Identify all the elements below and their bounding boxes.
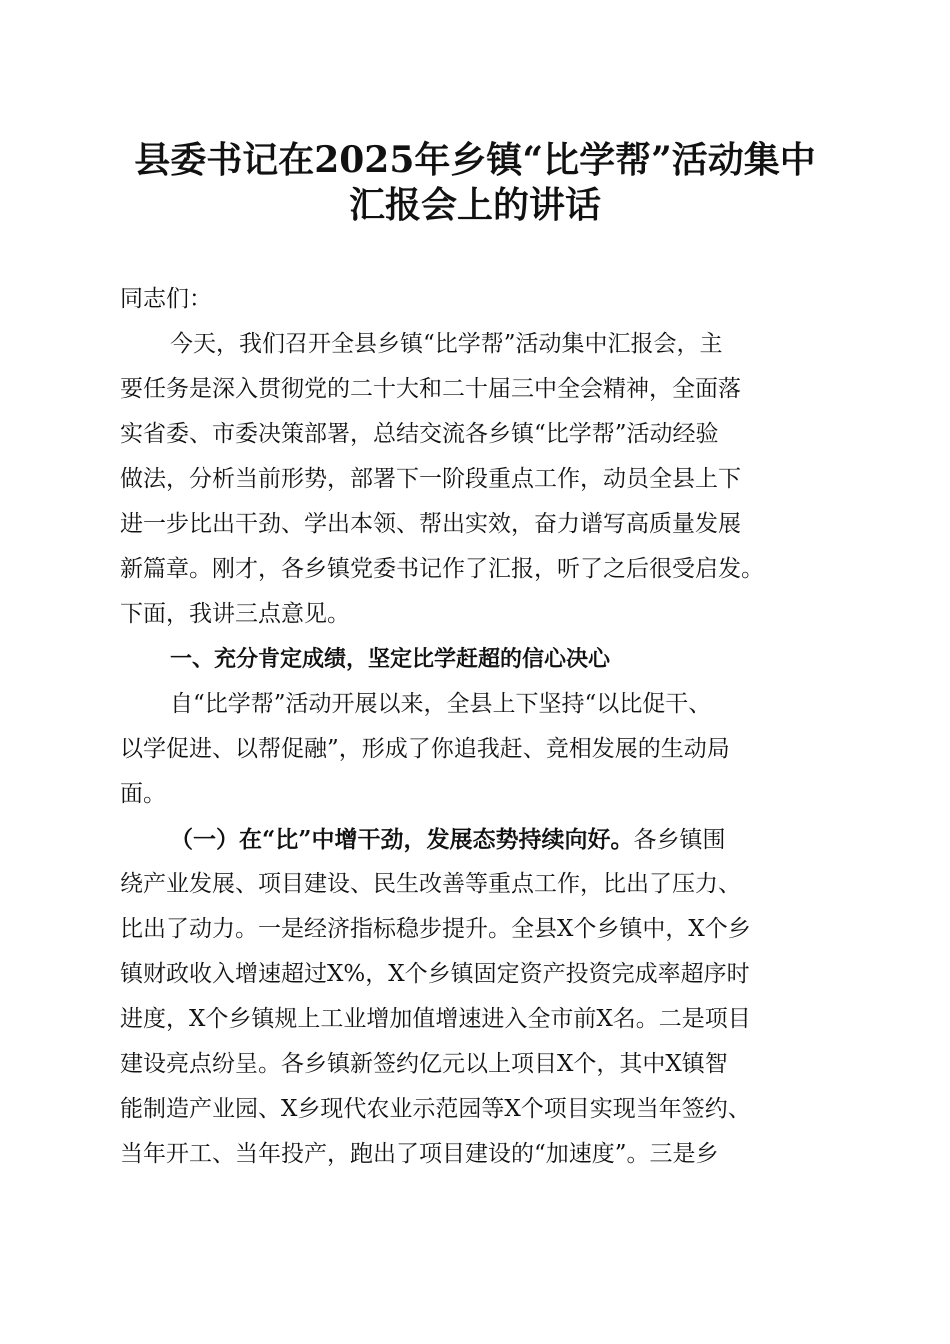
paragraph-1-line-7: 下面，我讲三点意见。 xyxy=(120,601,350,627)
paragraph-1-line-5: 进一步比出干劲、学出本领、帮出实效，奋力谱写高质量发展 xyxy=(120,511,741,537)
paragraph-2-line-2: 以学促进、以帮促融”，形成了你追我赶、竞相发展的生动局 xyxy=(120,736,730,762)
paragraph-1-line-2: 要任务是深入贯彻党的二十大和二十届三中全会精神，全面落 xyxy=(120,376,741,402)
document-title-line-2: 汇报会上的讲话 xyxy=(348,184,601,226)
document-title-line-1: 县委书记在2025年乡镇“比学帮”活动集中 xyxy=(134,139,816,181)
paragraph-2-line-3: 面。 xyxy=(120,781,166,807)
paragraph-2-line-1: 自“比学帮”活动开展以来，全县上下坚持“以比促干、 xyxy=(170,691,712,717)
paragraph-1-line-4: 做法，分析当前形势，部署下一阶段重点工作，动员全县上下 xyxy=(120,466,741,492)
paragraph-1-line-6: 新篇章。刚才，各乡镇党委书记作了汇报，听了之后很受启发。 xyxy=(120,556,764,582)
paragraph-3-line-2: 绕产业发展、项目建设、民生改善等重点工作，比出了压力、 xyxy=(120,871,741,897)
paragraph-1-line-3: 实省委、市委决策部署，总结交流各乡镇“比学帮”活动经验 xyxy=(120,421,719,447)
paragraph-3-line-1-rest: 各乡镇围 xyxy=(633,827,726,853)
paragraph-3-line-7: 能制造产业园、X乡现代农业示范园等X个项目实现当年签约、 xyxy=(120,1096,751,1122)
paragraph-3-line-8: 当年开工、当年投产，跑出了项目建设的“加速度”。三是乡 xyxy=(120,1141,719,1167)
subsection-heading-1: （一）在“比”中增干劲，发展态势持续向好。 xyxy=(170,826,634,853)
paragraph-3-line-5: 进度，X个乡镇规上工业增加值增速进入全市前X名。二是项目 xyxy=(120,1006,751,1032)
paragraph-1-line-1: 今天，我们召开全县乡镇“比学帮”活动集中汇报会，主 xyxy=(170,331,723,357)
salutation: 同志们： xyxy=(120,286,212,312)
paragraph-3-line-4: 镇财政收入增速超过X%，X个乡镇固定资产投资完成率超序时 xyxy=(120,961,750,987)
section-heading-1: 一、充分肯定成绩，坚定比学赶超的信心决心 xyxy=(170,647,611,672)
paragraph-3-line-3: 比出了动力。一是经济指标稳步提升。全县X个乡镇中，X个乡 xyxy=(120,916,751,942)
paragraph-3-line-6: 建设亮点纷呈。各乡镇新签约亿元以上项目X个，其中X镇智 xyxy=(120,1051,728,1077)
paragraph-3-line-1 xyxy=(170,817,725,863)
